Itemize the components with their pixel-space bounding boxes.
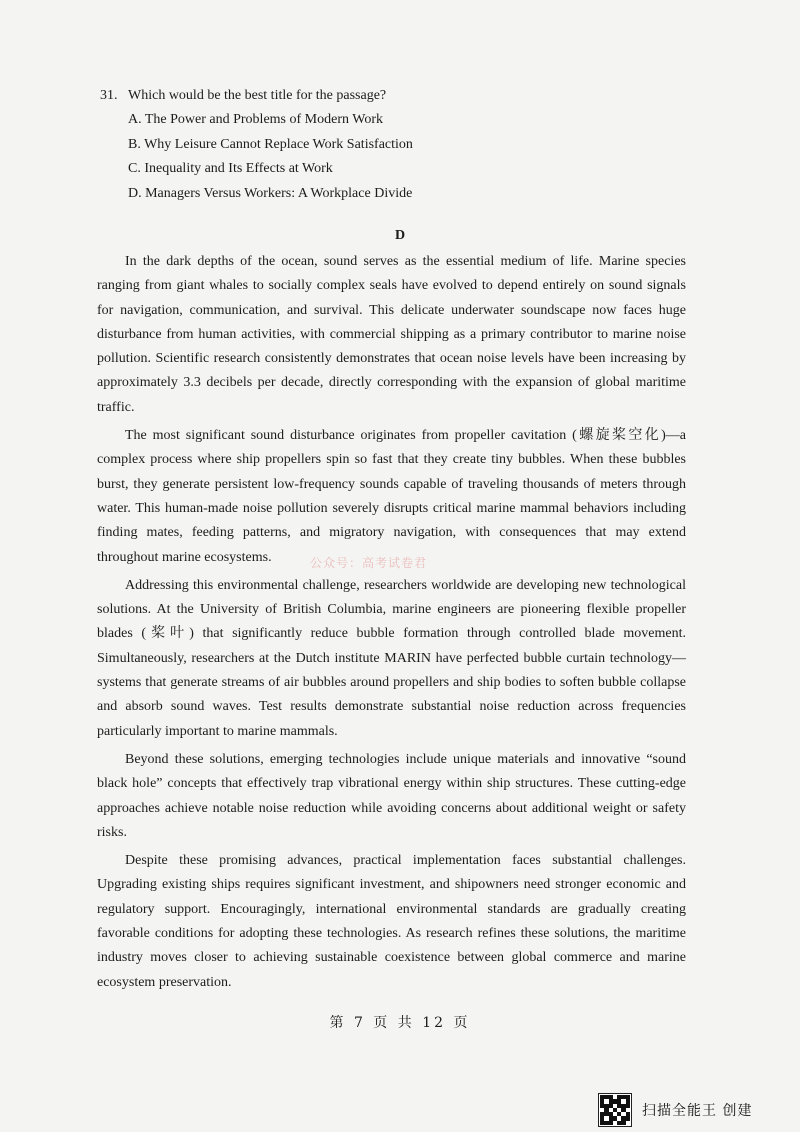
option-a: A. The Power and Problems of Modern Work — [128, 112, 383, 127]
watermark: 公众号：高考试卷君 — [310, 556, 428, 570]
page-footer: 第 7 页 共 12 页 — [329, 1015, 471, 1031]
qr-code-icon — [598, 1093, 632, 1127]
question-31 — [100, 84, 700, 206]
question-number: 31. — [100, 88, 118, 103]
section-heading: D — [394, 228, 406, 243]
option-c: C. Inequality and Its Effects at Work — [128, 161, 333, 176]
scanner-label: 扫描全能王 创建 — [642, 1103, 753, 1119]
question-options — [128, 108, 700, 206]
option-d: D. Managers Versus Workers: A Workplace Divide — [128, 185, 413, 201]
option-b: B. Why Leisure Cannot Replace Work Satisfaction — [128, 136, 413, 152]
scanner-badge — [598, 1093, 752, 1127]
passage-paragraph-4: Beyond these solutions, emerging technologies include unique materials and innovative “sound black hole” concepts that effectively trap vibrational energy within ship structures. These cutting-edge approaches achieve notable noise reduction while avoiding concerns about additional weight or safety risks. — [97, 751, 686, 840]
passage-paragraph-2: The most significant sound disturbance originates from propeller cavitation (螺旋桨空化)—a complex process where ship propellers spin so fast that they create tiny bubbles. When these bubbles burst, they generate persistent low-frequency sounds capable of traveling thousands of meters through water. This human-made noise pollution severely disrupts critical marine mammal behaviors including finding mates, feeding patterns, and migratory navigation, with consequences that may extend throughout marine ecosystems. — [97, 428, 686, 565]
passage-paragraph-3: Addressing this environmental challenge, researchers worldwide are developing new technological solutions. At the University of British Columbia, marine engineers are pioneering flexible propeller blades (桨叶) that significantly reduce bubble formation through controlled blade movement. Simultaneously, researchers at the Dutch institute MARIN have perfected bubble curtain technology—systems that generate streams of air bubbles around propellers and ship bodies to soften bubble collapse and absorb sound waves. Test results demonstrate substantial noise reduction across frequencies particularly important to marine mammals. — [97, 577, 686, 739]
passage-paragraph-1: In the dark depths of the ocean, sound serves as the essential medium of life. Marine species ranging from giant whales to socially complex seals have evolved to depend entirely on sound signals for navigation, communication, and survival. This delicate underwater soundscape now faces huge disturbance from human activities, with commercial shipping as a primary contributor to marine noise pollution. Scientific research consistently demonstrates that ocean noise levels have been increasing by approximately 3.3 decibels per decade, directly corresponding with the expansion of global maritime traffic. — [97, 254, 686, 415]
passage — [97, 250, 686, 999]
passage-paragraph-5: Despite these promising advances, practical implementation faces substantial challenges. Upgrading existing ships requires significant investment, and shipowners need stronger economic and regulatory support. Encouragingly, international environmental standards are gradually creating favorable conditions for adopting these technologies. As research refines these solutions, the maritime industry moves closer to achieving sustainable coexistence between global commerce and marine ecosystem preservation. — [97, 853, 686, 990]
question-stem: Which would be the best title for the passage? — [128, 88, 387, 103]
question-stem-row — [100, 84, 700, 108]
